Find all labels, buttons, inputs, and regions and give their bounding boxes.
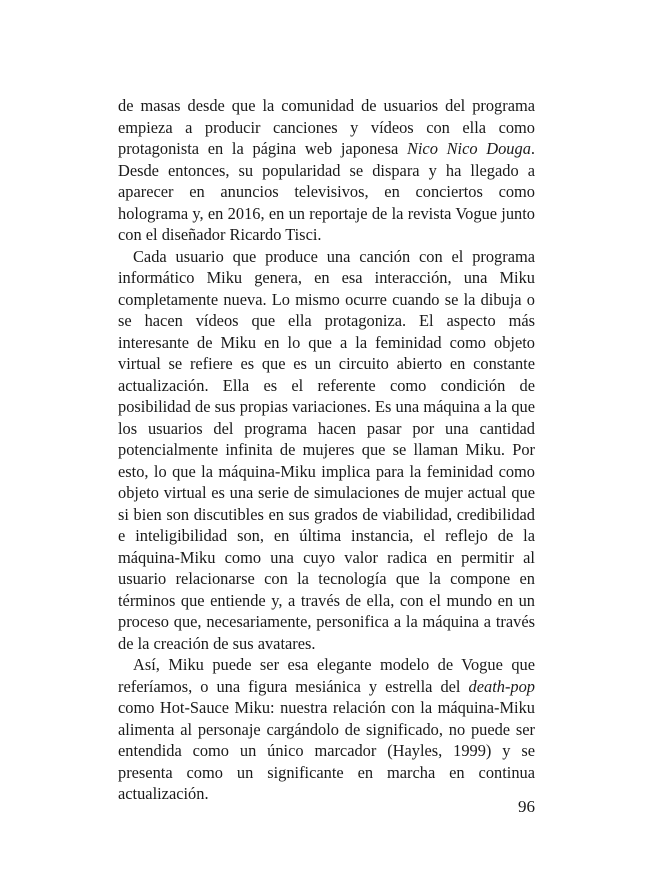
- text-segment: . Desde entonces, su popularidad se dispara y ha llegado a aparecer en anuncios televisivos, en conciertos como holograma y, en 2016, en un reportaje de la revista Vogue junto con el diseñador Ricardo Tisci.: [118, 139, 535, 244]
- paragraph-2: [118, 246, 535, 655]
- text-segment-italic: Nico Nico Douga: [406, 139, 531, 158]
- text-segment-italic: death-pop: [468, 676, 535, 696]
- body-text: [118, 95, 535, 805]
- text-segment: Cada usuario que produce una canción con el programa informático Miku genera, en esa interacción, una Miku completamente nueva. Lo mismo ocurre cuando se la dibuja o se hacen vídeos que ella protagoniza. El aspecto más interesante de Miku en lo que a la feminidad como objeto virtual se refiere es que es un circuito abierto en constante actualización. Ella es el referente como condición de posibilidad de sus propias variaciones. Es una máquina a la que los usuarios del programa hacen pasar por una cantidad potencialmente infinita de mujeres que se llaman Miku. Por esto, lo que la máquina-Miku implica para la feminidad como objeto virtual es una serie de simulaciones de mujer actual que si bien son discutibles en sus grados de viabilidad, credibilidad e inteligibilidad son, en última instancia, el reflejo de la máquina-Miku como una cuyo valor radica en permitir al usuario relacionarse con la tecnología que la compone en términos que entiende y, a través de ella, con el mundo en un proceso que, necesariamente, personifica a la máquina a través de la creación de sus avatares.: [118, 246, 535, 653]
- text-segment: como Hot-Sauce Miku: nuestra relación con la máquina-Miku alimenta al personaje cargándolo de significado, no puede ser entendida como un único marcador (Hayles, 1999) y se presenta como un significante en marcha en continua actualización.: [118, 698, 535, 803]
- text-segment: Así, Miku puede ser esa elegante modelo de Vogue que referíamos, o una figura mesiánica y estrella del: [118, 655, 535, 696]
- paragraph-3: [118, 654, 535, 805]
- text-segment: de masas desde que la comunidad de usuarios del programa empieza a producir canciones y vídeos con ella como protagonista en la página web japonesa: [118, 96, 535, 158]
- paragraph-1: [118, 95, 535, 246]
- page-number: 96: [518, 797, 535, 816]
